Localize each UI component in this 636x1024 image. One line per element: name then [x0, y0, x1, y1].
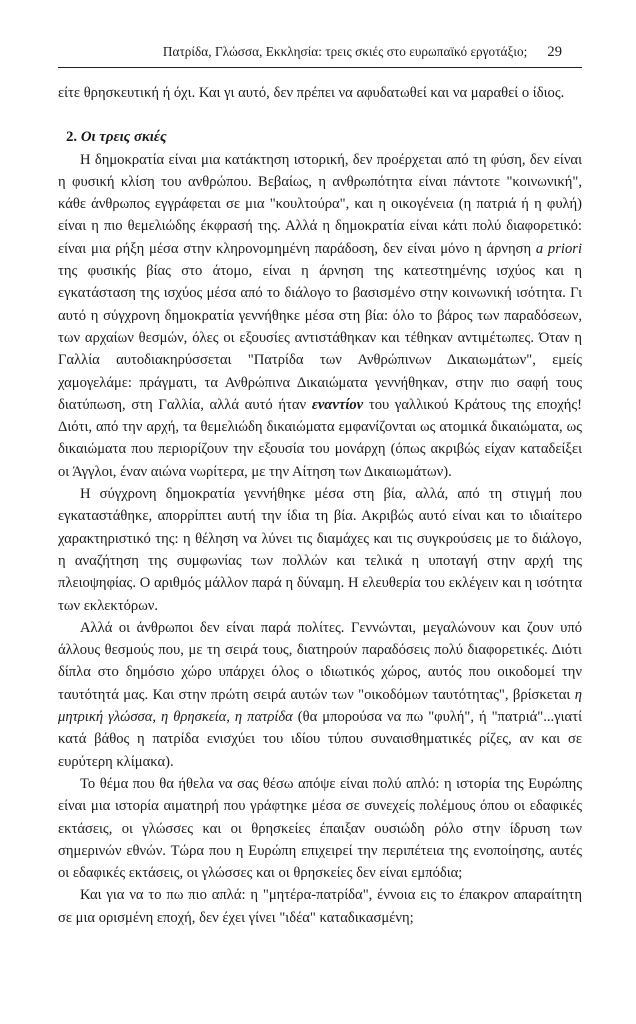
continuation-paragraph: είτε θρησκευτική ή όχι. Και γι αυτό, δεν πρέπει να αφυδατωθεί και να μαραθεί ο ίδιος. — [58, 85, 565, 101]
p1-text-c: του γαλλικού Κράτους της εποχής! Διότι, από την αρχή, τα θεμελιώδη δικαιώματα εμφανίζονται ως ατομικά δικαιώματα, ως δικαιώματα που περιορίζουν την εξουσία του μονάρχη (όπως ακριβώς είχαν καταδείξει οι Άγγλοι, έναν αιώνα νωρίτερα, με την Αίτηση των Δικαιωμάτων). — [58, 396, 582, 480]
section-heading — [58, 126, 582, 148]
p3-text-a: Αλλά οι άνθρωποι δεν είναι παρά πολίτες. Γεννώνται, μεγαλώνουν και ζουν υπό άλλους θεσμούς που, με τη σειρά τους, διατηρούν παραδόσεις πολύ διαφορετικές. Διότι δίπλα στο δημόσιο χώρο υπάρχει όλος ο ιδιωτικός χώρος, αυτός που οικοδομεί την ταυτότητά μας. Και στην πρώτη σειρά αυτών των "οικοδόμων ταυτότητας", βρίσκεται — [58, 619, 582, 703]
paragraph-5: Και για να το πω πιο απλά: η "μητέρα-πατρίδα", έννοια εις το έπακρον απαραίτητη σε μια ορισμένη εποχή, δεν έχει γίνει "ιδέα" καταδικασμένη; — [58, 887, 582, 926]
section-title: Οι τρεις σκιές — [80, 129, 167, 146]
body-text — [58, 82, 582, 929]
paragraph-2: Η σύγχρονη δημοκρατία γεννήθηκε μέσα στη βία, αλλά, από τη στιγμή που εγκαταστάθηκε, απορρίπτει αυτή την ίδια τη βία. Ακριβώς αυτό είναι και το ιδιαίτερο χαρακτηριστικό της: η θέληση να λύνει τις διαμάχες και τις συγκρούσεις με το διάλογο, η αναζήτηση της συμφωνίας των πολλών και τελικά η υποταγή στην αρχή της πλειοψηφίας. Ο αριθμός μάλλον παρά η δύναμη. Η ελευθερία του εκλέγειν και η ισότητα των εκλεκτόρων. — [58, 486, 582, 614]
page-number: 29 — [547, 44, 562, 60]
p3-italic-phrase: η μητρική γλώσσα, η θρησκεία, η πατρίδα — [58, 686, 582, 726]
paragraph-4: Το θέμα που θα ήθελα να σας θέσω απόψε είναι πολύ απλό: η ιστορία της Ευρώπης είναι μια ιστορία αιματηρή που γράφτηκε μέσα σε συνεχείς πολέμους όπου οι εδαφικές εκτάσεις, οι γλώσσες και οι θρησκείες έπαιξαν ουσιώδη ρόλο στην ίδρυση των σημερινών εθνών. Τώρα που η Ευρώπη επιχειρεί την περιπέτεια της ενοποίησης, αυτές οι εδαφικές εκτάσεις, οι γλώσσες και οι θρησκείες δεν είναι εμπόδια; — [58, 775, 582, 882]
running-header — [58, 44, 582, 68]
p1-text-a: Η δημοκρατία είναι μια κατάκτηση ιστορική, δεν προέρχεται από τη φύση, δεν είναι η φυσική κλίση του ανθρώπου. Βεβαίως, η ανθρωπότητα είναι πάντοτε "κοινωνική", κάθε άνθρωπος εγγράφεται σε μια "κουλτούρα", και η οικογένεια (η πατριά ή η φυλή) είναι η πιο θεμελιώδης έκφρασή της. Αλλά η δημοκρατία είναι κάτι πολύ διαφορετικό: είναι μια ρήξη μέσα στην κληρονομημένη παράδοση, δεν είναι μόνο η άρνηση — [58, 151, 582, 257]
paragraph-1 — [58, 149, 582, 483]
section-number: 2. — [66, 129, 78, 146]
running-title: Πατρίδα, Γλώσσα, Εκκλησία: τρεις σκιές στο ευρωπαϊκό εργοτάξιο; — [162, 44, 528, 59]
p1-text-b: της φυσικής βίας στο άτομο, είναι η άρνηση της κατεστημένης ισχύος και η εγκατάσταση της ισχύος μέσα από το διάλογο το βασισμένο στην κοινωνική ισότητα. Γι αυτό η σύγχρονη δημοκρατία γεννήθηκε μέσα στη βία: όλο το βάρος των παραδόσεων, των αρχαίων θεσμών, όλες οι εξουσίες αντιστάθηκαν και τέθηκαν αντιμέτωπες. Όταν η Γαλλία αυτοδιακηρύσσεται "Πατρίδα των Ανθρώπινων Δικαιωμάτων", εμείς χαμογελάμε: πράγματι, τα Ανθρώπινα Δικαιώματα γεννήθηκαν, στην πιο σαφή τους διατύπωση, στη Γαλλία, αλλά αυτό ήταν — [58, 263, 582, 413]
p1-bold-italic-enantion: εναντίον — [311, 396, 364, 413]
p3-text-b: (θα μπορούσα να πω "φυλή", ή "πατριά"...γιατί κατά βάθος η πατρίδα ενισχύει του ιδίου τύπου συναισθηματικές ρίζες, αν και σε ευρύτερη κλίμακα). — [58, 709, 582, 770]
paragraph-3 — [58, 617, 582, 773]
p1-italic-a-priori: a priori — [535, 240, 582, 257]
